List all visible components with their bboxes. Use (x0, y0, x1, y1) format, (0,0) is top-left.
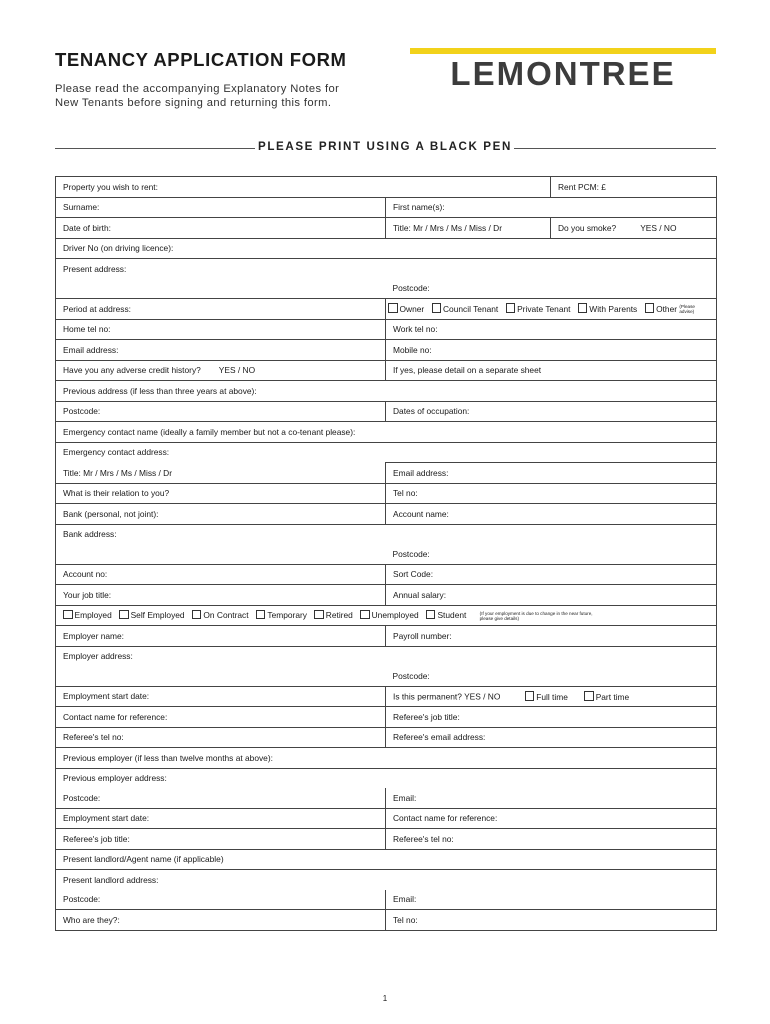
credit-field[interactable] (56, 360, 386, 381)
self-employed-option[interactable] (119, 610, 185, 620)
prev-employer-address-field[interactable]: Previous employer address: (56, 768, 717, 788)
divider-left (55, 148, 255, 149)
landlord-postcode-field[interactable]: Postcode: (56, 890, 386, 910)
full-time-label: Full time (536, 691, 568, 702)
account-name-field[interactable]: Account name: (386, 504, 717, 525)
student-label: Student (437, 610, 467, 621)
rent-field[interactable]: Rent PCM: £ (551, 177, 717, 198)
referee-job-field[interactable]: Referee's job title: (386, 707, 717, 728)
employment-status-options (56, 605, 717, 626)
self-employed-label: Self Employed (130, 610, 185, 621)
tenure-council-option[interactable] (432, 304, 499, 314)
period-field[interactable]: Period at address: (56, 299, 386, 320)
credit-label: Have you any adverse credit history? (63, 365, 201, 376)
retired-checkbox[interactable] (314, 610, 324, 620)
council-label: Council Tenant (443, 303, 499, 314)
self-employed-checkbox[interactable] (119, 610, 129, 620)
council-checkbox[interactable] (432, 303, 442, 313)
contact-ref-field[interactable]: Contact name for reference: (56, 707, 386, 728)
property-field[interactable]: Property you wish to rent: (56, 177, 551, 198)
bank-address-spacer (56, 544, 386, 564)
referee-email-field[interactable]: Referee's email address: (386, 727, 717, 748)
smoke-label: Do you smoke? (558, 222, 617, 233)
emergency-email-field[interactable]: Email address: (386, 463, 717, 484)
driver-field[interactable]: Driver No (on driving licence): (56, 238, 717, 259)
account-no-field[interactable]: Account no: (56, 564, 386, 585)
owner-checkbox[interactable] (388, 303, 398, 313)
unemployed-label: Unemployed (371, 610, 419, 621)
employer-address-field[interactable]: Employer address: (56, 646, 717, 666)
mobile-field[interactable]: Mobile no: (386, 340, 717, 361)
payroll-field[interactable]: Payroll number: (386, 626, 717, 647)
landlord-email-field[interactable]: Email: (386, 890, 717, 910)
prev-referee-job-field[interactable]: Referee's job title: (56, 829, 386, 850)
bank-postcode-field[interactable]: Postcode: (386, 544, 717, 564)
job-title-field[interactable]: Your job title: (56, 585, 386, 606)
instruction-text: PLEASE PRINT USING A BLACK PEN (258, 140, 512, 153)
student-checkbox[interactable] (426, 610, 436, 620)
credit-detail-note: If yes, please detail on a separate sheet (386, 360, 717, 381)
prev-postcode-field[interactable]: Postcode: (56, 401, 386, 422)
first-names-field[interactable]: First name(s): (386, 197, 717, 218)
other-checkbox[interactable] (645, 303, 655, 313)
prev-contact-ref-field[interactable]: Contact name for reference: (386, 808, 717, 829)
part-time-label: Part time (595, 691, 630, 702)
unemployed-checkbox[interactable] (360, 610, 370, 620)
tenure-options (386, 299, 717, 320)
full-time-checkbox[interactable] (525, 691, 535, 701)
tenure-owner-option[interactable] (388, 304, 424, 314)
email-field[interactable]: Email address: (56, 340, 386, 361)
home-tel-field[interactable]: Home tel no: (56, 319, 386, 340)
svg-text:LEMONTREE: LEMONTREE (450, 55, 676, 92)
prev-referee-tel-field[interactable]: Referee's tel no: (386, 829, 717, 850)
form-subtitle: Please read the accompanying Explanatory Notes for New Tenants before signing and returning this form. (55, 83, 340, 109)
present-address-spacer (56, 279, 386, 299)
emergency-name-field[interactable]: Emergency contact name (ideally a family member but not a co-tenant please): (56, 422, 717, 443)
divider-right (514, 148, 716, 149)
contract-checkbox[interactable] (192, 610, 202, 620)
contract-option[interactable] (192, 610, 249, 620)
application-form (55, 176, 717, 931)
emergency-title-field[interactable]: Title: Mr / Mrs / Ms / Miss / Dr (56, 463, 386, 484)
temporary-label: Temporary (267, 610, 307, 621)
private-label: Private Tenant (517, 303, 571, 314)
temporary-checkbox[interactable] (256, 610, 266, 620)
credit-yes-no[interactable]: YES / NO (218, 365, 256, 376)
page-number: 1 (382, 994, 388, 1003)
start-date-field[interactable]: Employment start date: (56, 686, 386, 707)
other-label: Other (656, 303, 678, 314)
prev-start-date-field[interactable]: Employment start date: (56, 808, 386, 829)
part-time-checkbox[interactable] (584, 691, 594, 701)
temporary-option[interactable] (256, 610, 307, 620)
surname-field[interactable]: Surname: (56, 197, 386, 218)
dob-field[interactable]: Date of birth: (56, 218, 386, 239)
landlord-tel-field[interactable]: Tel no: (386, 910, 717, 931)
contract-label: On Contract (203, 610, 249, 621)
form-title: TENANCY APPLICATION FORM (55, 49, 347, 70)
parents-checkbox[interactable] (578, 303, 588, 313)
student-option[interactable] (426, 610, 466, 620)
tenure-private-option[interactable] (506, 304, 571, 314)
smoke-field[interactable] (551, 218, 717, 239)
prev-address-field[interactable]: Previous address (if less than three years at above): (56, 381, 717, 402)
lemontree-logo (410, 48, 716, 92)
tenure-other-option[interactable] (645, 304, 677, 314)
referee-tel-field[interactable]: Referee's tel no: (56, 727, 386, 748)
retired-label: Retired (325, 610, 353, 621)
title-field[interactable]: Title: Mr / Mrs / Ms / Miss / Dr (386, 218, 551, 239)
permanent-label[interactable]: Is this permanent? YES / NO (393, 691, 501, 702)
unemployed-option[interactable] (360, 610, 419, 620)
emergency-tel-field[interactable]: Tel no: (386, 483, 717, 504)
present-postcode-field[interactable]: Postcode: (386, 279, 717, 299)
permanent-field (386, 686, 717, 707)
emergency-address-field[interactable]: Emergency contact address: (56, 442, 717, 463)
employer-address-spacer (56, 666, 386, 686)
other-note: (Please advise) (679, 304, 695, 315)
private-checkbox[interactable] (506, 303, 516, 313)
employment-change-note: (If your employment is due to change in the near future, please give details) (479, 610, 593, 621)
who-field[interactable]: Who are they?: (56, 910, 386, 931)
parents-label: With Parents (589, 303, 638, 314)
landlord-name-field[interactable]: Present landlord/Agent name (if applicable) (56, 849, 717, 870)
prev-employer-email-field[interactable]: Email: (386, 788, 717, 808)
prev-employer-field[interactable]: Previous employer (if less than twelve months at above): (56, 748, 717, 769)
bank-field[interactable]: Bank (personal, not joint): (56, 504, 386, 525)
prev-employer-postcode-field[interactable]: Postcode: (56, 788, 386, 808)
employed-checkbox[interactable] (63, 610, 73, 620)
employed-option[interactable] (63, 610, 112, 620)
work-tel-field[interactable]: Work tel no: (386, 319, 717, 340)
salary-field[interactable]: Annual salary: (386, 585, 717, 606)
retired-option[interactable] (314, 610, 353, 620)
landlord-address-field[interactable]: Present landlord address: (56, 870, 717, 890)
employer-name-field[interactable]: Employer name: (56, 626, 386, 647)
part-time-option[interactable] (584, 692, 629, 702)
owner-label: Owner (399, 303, 425, 314)
full-time-option[interactable] (525, 692, 568, 702)
smoke-yes-no[interactable]: YES / NO (640, 222, 677, 233)
employed-label: Employed (74, 610, 112, 621)
relation-field[interactable]: What is their relation to you? (56, 483, 386, 504)
dates-occupation-field[interactable]: Dates of occupation: (386, 401, 717, 422)
sort-code-field[interactable]: Sort Code: (386, 564, 717, 585)
present-address-field[interactable]: Present address: (56, 259, 717, 279)
tenure-parents-option[interactable] (578, 304, 637, 314)
bank-address-field[interactable]: Bank address: (56, 524, 717, 544)
employer-postcode-field[interactable]: Postcode: (386, 666, 717, 686)
